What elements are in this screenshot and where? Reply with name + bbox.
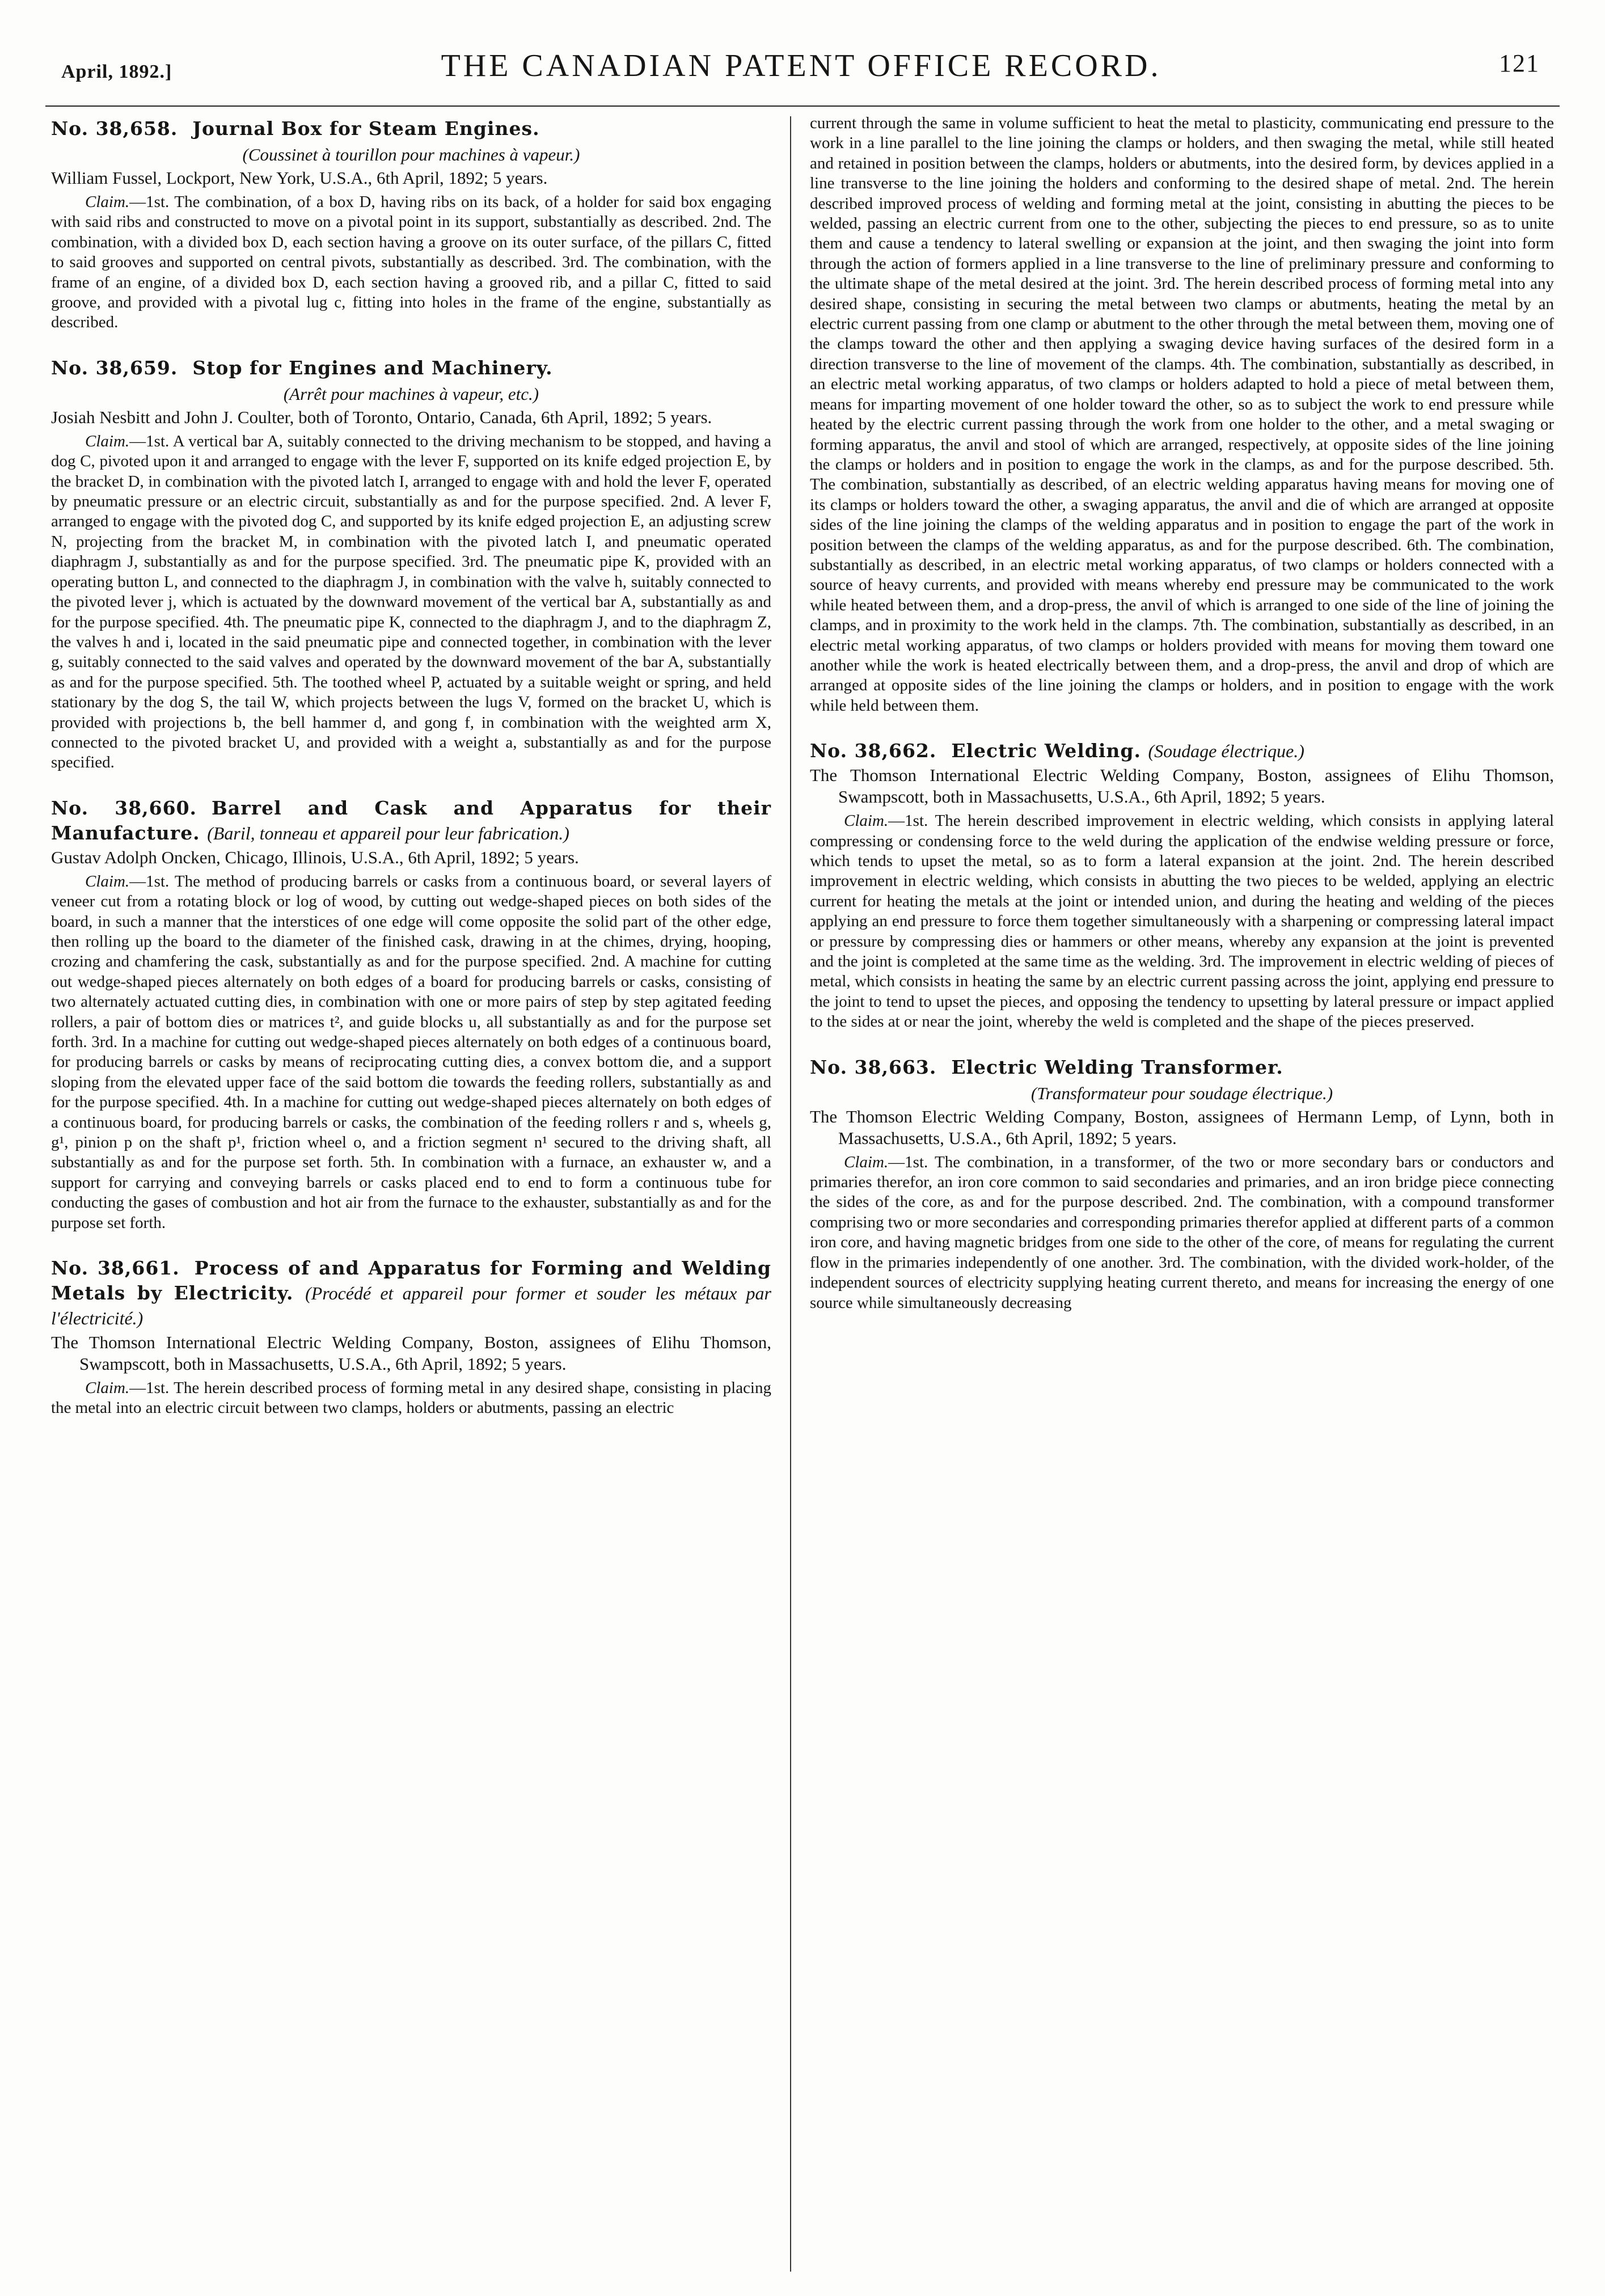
claim-text: —1st. The method of producing barrels or casks from a continuous board, or several layers of veneer cut from a rotating block or log of wood, by cutting out wedge-shaped pieces on both sides of the board, in such a manner that the interstices of one edge will come opposite the solid part of the other edge, then rolling up the board to the diameter of the finished cask, drawing in at the chimes, drying, hooping, crozing and chamfering the cask, substantially as and for the purpose specified. 2nd. A machine for cutting out wedge-shaped pieces alternately on both edges of a board for producing barrels or casks, consisting of two alternately actuated cutting dies, in combination with one or more pairs of step by step agitated feeding rollers, a pair of bottom dies or matrices t², and guide blocks u, all substantially as and for the purpose set forth. 3rd. In a machine for cutting out wedge-shaped pieces alternately on both edges of a continuous board, for producing barrels or casks by means of reciprocating cutting dies, a convex bottom die, and a support sloping from the elevated upper face of the said bottom die towards the feeding rollers, substantially as and for the purpose specified. 4th. In a machine for cutting out wedge-shaped pieces alternately on both edges of a continuous board, for producing barrels or casks, the combination of the feeding rollers r and s, wheels g, g¹, pinion p on the shaft p¹, friction wheel o, and a friction segment n¹ secured to the driving shaft, all substantially as and for the purpose set forth. 5th. In combination with a furnace, an exhauster w, and a support for carrying and conveying barrels or casks placed end to end to form a continuous tube for conducting the gases of combustion and hot air from the furnace to the exhauster, substantially as and for the purpose set forth. (51, 872, 771, 1232)
patent-heading (51, 1256, 771, 1331)
patent-grantee: The Thomson Electric Welding Company, Boston, assignees of Hermann Lemp, of Lynn, both in Massachusetts, U.S.A., 6th April, 1892; 5 years. (810, 1106, 1554, 1148)
claim-label: Claim. (844, 1153, 889, 1171)
patent-title: Electric Welding Transformer. (951, 1056, 1283, 1078)
patent-title: Journal Box for Steam Engines. (192, 117, 540, 140)
patent-entry-38659 (51, 356, 771, 773)
french-title: (Baril, tonneau et appareil pour leur fabrication.) (207, 822, 569, 843)
publication-title: THE CANADIAN PATENT OFFICE RECORD. (441, 48, 1161, 83)
claim-continuation: current through the same in volume sufficient to heat the metal to plasticity, communicating end pressure to the work in a line parallel to the line joining the clamps or holders, and then swaging the metal, while still heated and retained in position between the clamps, holders or abutments, into the desired form, by devices applied in a line transverse to the line joining the holders and conforming to the desired shape of metal. 2nd. The herein described improved process of welding and forming metal at the joint, consisting in abutting the pieces to be welded, passing an electric current from one to the other, subjecting the pieces to end pressure, so as to unite them and cause a tendency to lateral swelling or expansion at the joint, and then swaging the joint into form through the action of formers applied in a line transverse to the line of preliminary pressure and conforming to the ultimate shape of the metal desired at the joint. 3rd. The herein described process of forming metal into any desired shape, consisting in securing the metal between two clamps or abutments, heating the metal by an electric current passing from one clamp or abutment to the other through the metal between them, moving one of the clamps toward the other and then applying a swaging device having surfaces of the desired form in a direction transverse to the line of movement of the clamps. 4th. The combination, substantially as described, in an electric metal working apparatus, of two clamps or holders adapted to hold a piece of metal between them, means for imparting movement of one holder toward the other, so as to subject the work to end pressure while heated by the electric current passing through the work from one holder to the other, and a metal swaging or forming apparatus, the anvil and stool of which are arranged, respectively, at opposite sides of the line joining the clamps or holders and in position to engage the work in the clamps, as and for the purpose described. 5th. The combination, substantially as described, of an electric welding apparatus having means for moving one of its clamps or holders toward the other, a swaging apparatus, the anvil and die of which are arranged at opposite sides of the line joining the clamps of the welding apparatus and in position to engage the part of the work in position between the clamps of the welding apparatus, as and for the purpose described. 6th. The combination, substantially as described, in an electric metal working apparatus, of two clamps or holders connected with a source of heavy currents, and provided with means whereby end pressure may be communicated to the work while heated between them, and a drop-press, the anvil of which is arranged to one side of the line of joining the clamps, and in proximity to the work held in the clamps. 7th. The combination, substantially as described, in an electric metal working apparatus, of two clamps or holders provided with means for moving them toward one another while the work is heated electrically between them, and a drop-press, the anvil and drop of which are arranged at opposite sides of the line joining the clamps or holders, and in position to engage with the work while held between them. (810, 114, 1554, 715)
patent-title: Barrel and Cask and Apparatus for their Manufacture. (51, 796, 772, 844)
patent-grantee: The Thomson International Electric Welding Company, Boston, assignees of Elihu Thomson, Swampscott, both in Massachusetts, U.S.A., 6th April, 1892; 5 years. (51, 1332, 771, 1374)
patent-number: No. 38,658. (51, 117, 178, 140)
patent-title: Electric Welding. (951, 740, 1141, 762)
patent-claim (51, 1378, 771, 1419)
claim-label: Claim. (85, 872, 130, 890)
patent-claim (51, 432, 771, 773)
patent-grantee: Gustav Adolph Oncken, Chicago, Illinois, U.S.A., 6th April, 1892; 5 years. (51, 847, 579, 867)
patent-grantee: Josiah Nesbitt and John J. Coulter, both of Toronto, Ontario, Canada, 6th April, 1892; 5 years. (51, 407, 712, 427)
claim-label: Claim. (85, 1379, 130, 1398)
claim-text: —1st. A vertical bar A, suitably connected to the driving mechanism to be stopped, and having a dog C, pivoted upon it and arranged to engage with the lever F, supported on its knife edged projection E, by the bracket D, in combination with the pivoted latch I, arranged to engage with and hold the lever F, operated by pneumatic pressure or an electric circuit, substantially as and for the purpose specified. 2nd. A lever F, arranged to engage with the pivoted dog C, and supported by its knife edged projection E, an adjusting screw N, projecting from the bracket M, in combination with the pivoted latch I, and pneumatic operated diaphragm J, substantially as and for the purpose specified. 3rd. The pneumatic pipe K, provided with an operating button L, and connected to the diaphragm J, in combination with the valve h, suitably connected to the pivoted lever j, which is actuated by the downward movement of the vertical bar A, substantially as and for the purpose specified. 4th. The pneumatic pipe K, connected to the diaphragm J, and to the diaphragm Z, the valves h and i, located in the said pneumatic pipe and connected together, in combination with the lever g, suitably connected to the said valves and operated by the downward movement of the bar A, substantially as and for the purpose specified. 5th. The toothed wheel P, actuated by a suitable weight or spring, and held stationary by the dog S, the tail W, which projects between the lugs V, formed on the bracket U, which is provided with projections b, the bell hammer d, and gong f, in combination with the weighted arm X, connected to the pivoted bracket U, and provided with a weight a, substantially as and for the purpose specified. (51, 432, 771, 772)
page-header (51, 40, 1551, 108)
french-title: (Coussinet à tourillon pour machines à vapeur.) (242, 145, 580, 164)
patent-claim (51, 192, 771, 333)
french-title: (Procédé et appareil pour former et souder les métaux par l'électricité.) (51, 1283, 772, 1329)
right-column (810, 113, 1554, 1336)
patent-entry-38658 (51, 116, 771, 333)
french-title: (Soudage électrique.) (1148, 741, 1304, 762)
claim-label: Claim. (844, 812, 889, 830)
patent-entry-38663 (810, 1055, 1554, 1313)
patent-heading (810, 1055, 1554, 1080)
patent-entry-38660 (51, 796, 771, 1233)
patent-number: No. 38,660. (51, 796, 197, 819)
patent-heading (51, 356, 771, 381)
claim-text: —1st. The combination, of a box D, having ribs on its back, of a holder for said box engaging with said ribs and constructed to move on a pivotal point in its support, substantially as described. 2nd. The combination, with a divided box D, each section having a groove on its outer surface, of the pillars C, fitted to said grooves and supported on central pivots, substantially as described. 3rd. The combination, with the frame of an engine, of a divided box D, each section having a grooved rib, and a pillar C, fitted to said groove, and provided with a pivotal lug c, fitting into holes in the frame of the engine, substantially as described. (51, 193, 771, 332)
left-column (51, 116, 771, 1441)
patent-number: No. 38,661. (51, 1257, 180, 1280)
patent-heading (810, 738, 1554, 763)
patent-grantee: The Thomson International Electric Welding Company, Boston, assignees of Elihu Thomson, Swampscott, both in Massachusetts, U.S.A., 6th April, 1892; 5 years. (810, 765, 1554, 807)
patent-title: Process of and Apparatus for Forming and Welding Metals by Electricity. (51, 1257, 771, 1305)
patent-claim (810, 811, 1554, 1032)
french-title: (Transformateur pour soudage électrique.) (1030, 1083, 1333, 1103)
claim-text: —1st. The combination, in a transformer, of the two or more secondary bars or conductors and primaries therefor, an iron core common to said secondaries and primaries, and an iron bridge piece connecting the sides of the core, as and for the purpose described. 2nd. The combination, with a compound transformer comprising two or more secondaries and corresponding primaries therefor applied at different parts of a common iron core, and having magnetic bridges from one side to the other of the core, of means for regulating the current flow in the primaries independently of one another. 3rd. The combination, with the divided work-holder, of the independent sources of electricity supplying heating current thereto, and means for increasing the energy of one source while simultaneously decreasing (810, 1153, 1554, 1312)
patent-claim (810, 1153, 1554, 1313)
patent-title: Stop for Engines and Machinery. (192, 356, 553, 379)
column-divider (790, 116, 791, 2272)
patent-entry-38661 (51, 1256, 771, 1419)
french-title: (Arrêt pour machines à vapeur, etc.) (283, 383, 539, 404)
claim-text: —1st. The herein described process of forming metal in any desired shape, consisting in placing the metal into an electric circuit between two clamps, holders or abutments, passing an electric (51, 1379, 771, 1417)
issue-date: April, 1892.] (61, 61, 172, 82)
patent-entry-38662 (810, 738, 1554, 1032)
patent-number: No. 38,662. (810, 740, 937, 762)
patent-claim (51, 872, 771, 1233)
patent-number: No. 38,659. (51, 356, 178, 379)
patent-heading (51, 796, 771, 846)
patent-number: No. 38,663. (810, 1056, 937, 1078)
patent-heading (51, 116, 771, 141)
patent-grantee: William Fussel, Lockport, New York, U.S.A., 6th April, 1892; 5 years. (51, 168, 548, 188)
page-number: 121 (1499, 49, 1540, 77)
claim-label: Claim. (85, 432, 130, 450)
claim-text: —1st. The herein described improvement in electric welding, which consists in applying lateral compressing or condensing force to the weld during the application of the endwise welding pressure or force, which tends to upset the metal, so as to form a lateral expansion at the joint. 2nd. The herein described improvement in electric welding, which consists in abutting the two pieces to be welded, applying an electric current for heating the metals at the joint or intended union, and during the heating and welding of the pieces applying an end pressure to force them together simultaneously with a sharpening or compressing lateral impact or pressure by compressing dies or hammers or other means, whereby any expansion at the joint is prevented and the joint is completed at the same time as the welding. 3rd. The improvement in electric welding of pieces of metal, which consists in heating the same by an electric current passing across the joint, applying end pressure to the joint to tend to upset the pieces, and opposing the tendency to upsetting by lateral pressure or impact applied to the sides at or near the joint, whereby the weld is completed and the shape of the pieces preserved. (810, 812, 1554, 1031)
header-rule (45, 105, 1560, 107)
claim-label: Claim. (85, 193, 130, 211)
